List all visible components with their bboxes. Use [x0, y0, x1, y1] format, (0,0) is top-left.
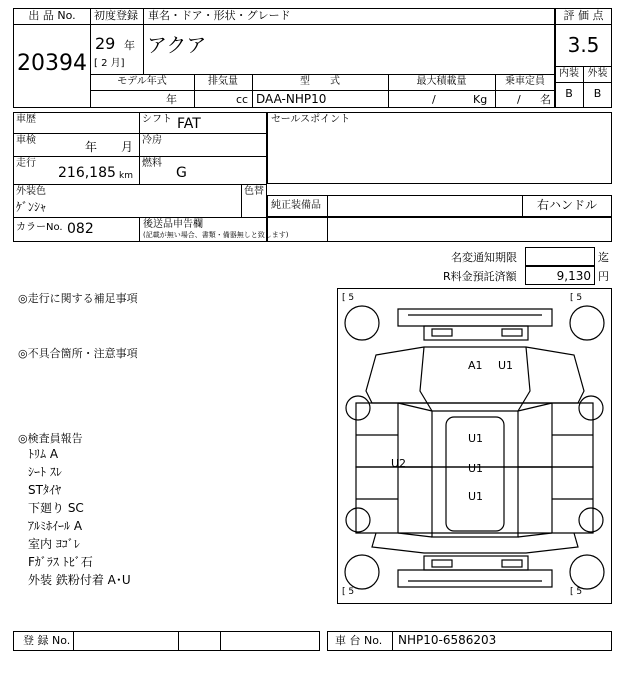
- damage-mark: A1: [468, 359, 483, 372]
- after-docs-ext: [267, 217, 612, 242]
- damage-mark: U1: [468, 432, 484, 445]
- inspector-item: 室内 ﾖｺﾞﾚ: [28, 537, 80, 551]
- model-label: 型 式: [300, 76, 340, 87]
- lot-no-label: 出 品 No.: [28, 9, 76, 22]
- first-reg-year-unit: 年: [124, 39, 135, 52]
- inspector-item: Fｶﾞﾗｽ ﾄﾋﾞ石: [28, 555, 93, 569]
- tire-label-fr: [ 5: [570, 293, 583, 303]
- car-name: アクア: [147, 33, 207, 57]
- deposit-unit: 円: [598, 270, 609, 283]
- car-name-label: 車名・ドア・形状・グレード: [148, 9, 291, 22]
- exterior-color-value: ｹﾞﾝｼｬ: [16, 200, 47, 214]
- displacement-unit: cc: [236, 93, 249, 106]
- sales-points-label: セールスポイント: [271, 114, 351, 125]
- interior-grade: B: [565, 87, 573, 100]
- first-reg-year: 29: [95, 34, 116, 53]
- color-change-label: 色替: [244, 186, 264, 197]
- damage-mark: U1: [498, 359, 514, 372]
- chassis-no: NHP10-6586203: [398, 633, 497, 647]
- max-load-unit: Kg: [473, 93, 488, 106]
- shift-label: シフト: [142, 114, 172, 125]
- inspector-item: 外装 鉄粉付着 A･U: [28, 573, 131, 587]
- notice-label: 名変通知期限: [451, 251, 517, 264]
- tire-rear-right: [570, 555, 604, 589]
- mileage-unit: km: [119, 171, 133, 181]
- genuine-equipment-label: 純正装備品: [271, 200, 321, 211]
- tire-label-fl: [ 5: [342, 293, 355, 303]
- fuel-value: G: [176, 165, 187, 181]
- damage-mark: U1: [468, 462, 484, 475]
- damage-mark: U1: [468, 490, 484, 503]
- tire-label-rl: [ 5: [342, 587, 355, 597]
- displacement-label: 排気量: [208, 76, 238, 87]
- color-no-label: カラーNo.: [16, 222, 63, 233]
- first-reg-month: [ 2 月]: [94, 58, 125, 69]
- model-value: DAA-NHP10: [256, 92, 327, 106]
- tire-rear-left: [345, 555, 379, 589]
- rating-value: 3.5: [567, 33, 600, 57]
- car-diagram: [337, 288, 612, 604]
- inspector-item: ｼｰﾄ ｽﾚ: [28, 465, 62, 479]
- inspection-month: 月: [121, 140, 134, 154]
- lot-no: 20394: [17, 51, 87, 76]
- after-docs-label: 後送品申告欄: [143, 219, 203, 230]
- ac-label: 冷房: [142, 135, 162, 146]
- exterior-color-label: 外装色: [16, 186, 46, 197]
- after-docs-note: (記載が無い場合、書類・備器無しと致します): [143, 231, 289, 239]
- capacity-label: 乗車定員: [505, 76, 545, 87]
- inspector-label: ◎検査員報告: [18, 432, 83, 445]
- inspector-item: STﾀｲﾔ: [28, 483, 61, 497]
- exterior-grade: B: [593, 87, 602, 100]
- fuel-label: 燃料: [142, 158, 162, 169]
- shift-value: FAT: [177, 116, 201, 132]
- inspector-item: ﾄﾘﾑ A: [28, 447, 59, 461]
- damage-mark: U2: [391, 457, 407, 470]
- max-load-label: 最大積載量: [416, 76, 467, 87]
- model-year-label: モデル年式: [117, 76, 167, 87]
- max-load-value: /: [432, 93, 436, 106]
- inspection-label: 車検: [16, 135, 36, 146]
- deposit-amount: 9,130: [556, 269, 591, 283]
- capacity-unit: 名: [540, 93, 551, 106]
- first-reg-label: 初度登録: [94, 9, 138, 22]
- mileage-label: 走行: [16, 158, 36, 169]
- interior-label: 内装: [559, 68, 579, 79]
- defects-label: ◎不具合箇所・注意事項: [18, 347, 138, 360]
- handle-value: 右ハンドル: [537, 198, 598, 212]
- inspector-item: 下廻り SC: [28, 501, 84, 515]
- tire-front-right: [570, 306, 604, 340]
- color-no-value: 082: [67, 221, 94, 237]
- history-label: 車歴: [16, 114, 36, 125]
- reg-no-label: 登 録 No.: [23, 634, 71, 647]
- model-year-unit: 年: [166, 93, 177, 106]
- tire-front-left: [345, 306, 379, 340]
- deposit-label: R料金預託済額: [443, 270, 517, 283]
- rating-label: 評 価 点: [563, 9, 604, 22]
- mileage-value: 216,185: [58, 165, 116, 181]
- tire-label-rr: [ 5: [570, 587, 583, 597]
- driving-notes-label: ◎走行に関する補足事項: [18, 292, 138, 305]
- chassis-label: 車 台 No.: [335, 634, 383, 647]
- capacity-value: /: [517, 93, 521, 106]
- notice-suffix: 迄: [598, 251, 609, 264]
- inspection-year: 年: [85, 140, 98, 154]
- inspector-item: ｱﾙﾐﾎｲｰﾙ A: [28, 519, 83, 533]
- notice-box: [525, 247, 595, 266]
- exterior-label: 外装: [587, 68, 608, 79]
